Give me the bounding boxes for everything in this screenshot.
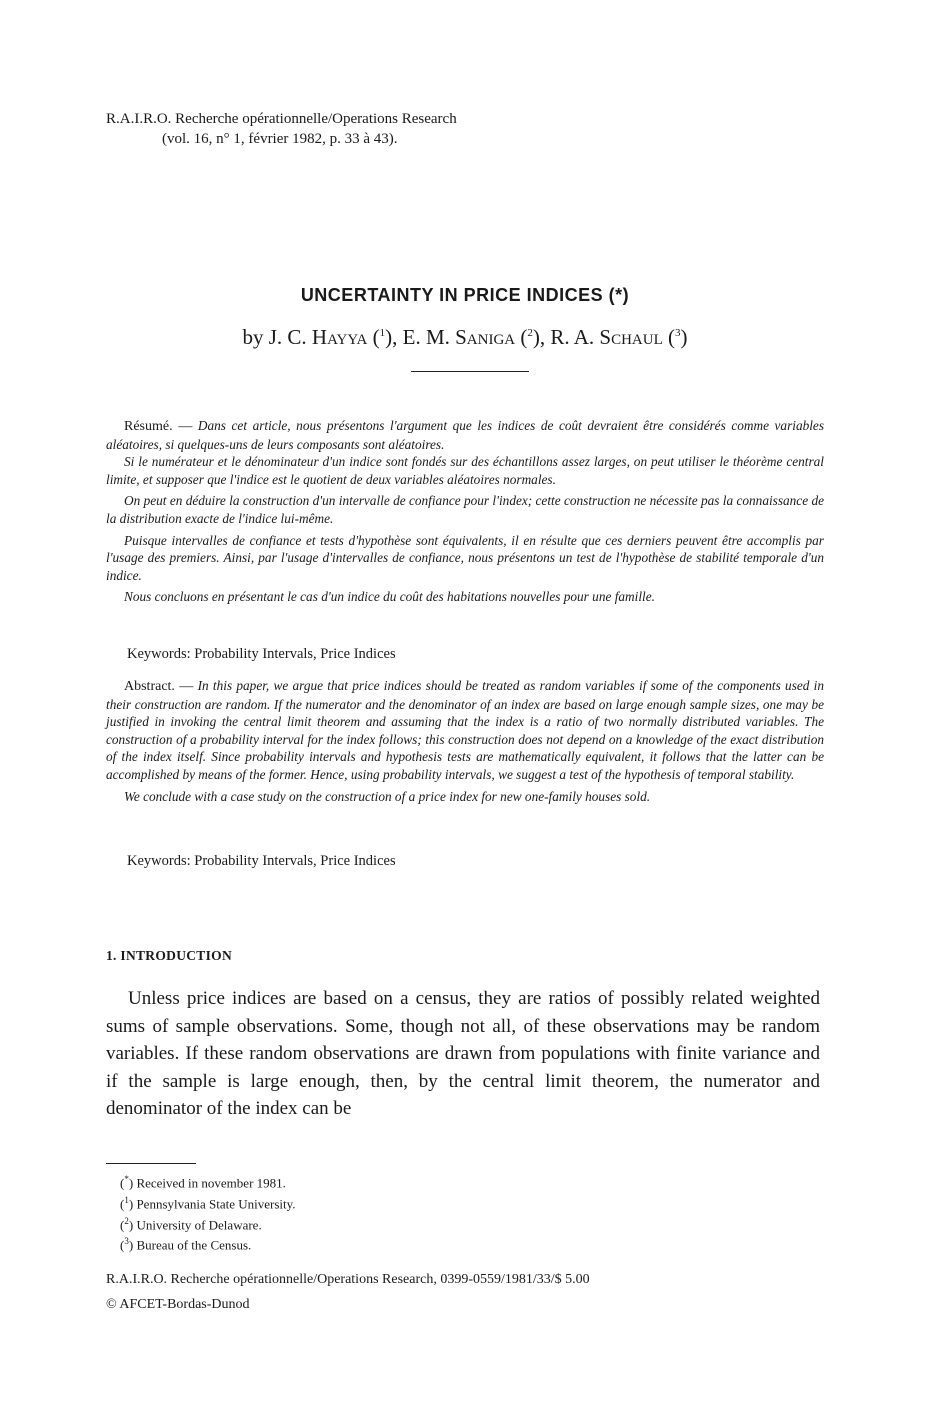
resume-paragraph-3: On peut en déduire la construction d'un intervalle de confiance pour l'index; cette construction ne nécessite pas la connaissance de la distribution exacte de l'indice lui-même. (106, 493, 824, 526)
author-3: R. A. Schaul ($^3$) (550, 325, 688, 349)
footnote-item: ($^2$) University of Delaware. (120, 1215, 262, 1232)
resume-paragraph-2: Si le numérateur et le dénominateur d'un indice sont fondés sur des échantillons assez larges, on peut utiliser le théorème central limite, et supposer que l'indice est le quotient de deux variables aléatoires normales. (106, 454, 824, 487)
resume-paragraph-5: Nous concluons en présentant le cas d'un indice du coût des habitations nouvelles pour une famille. (124, 589, 655, 605)
author-2: E. M. Saniga ($^2$), (402, 325, 546, 349)
footnote-divider (106, 1163, 196, 1164)
abstract-label: Abstract. — (124, 679, 194, 694)
footnote-item: (*) Received in november 1981. (120, 1174, 286, 1191)
author-line (0, 325, 930, 350)
section-heading: 1. INTRODUCTION (106, 948, 233, 963)
paper-title: UNCERTAINTY IN PRICE INDICES (*) (300, 285, 630, 305)
author-by: by (242, 325, 264, 349)
introduction-text (106, 985, 820, 1123)
title-divider (411, 371, 529, 372)
footnote-item: ($^3$) Bureau of the Census. (120, 1236, 252, 1253)
footer-journal: R.A.I.R.O. Recherche opérationnelle/Operations Research, 0399-0559/1981/33/$ 5.00 (106, 1272, 590, 1287)
abstract-paragraph-2: We conclude with a case study on the construction of a price index for new one-family houses sold. (124, 788, 651, 804)
resume-label: Résumé. — (124, 419, 193, 434)
abstract-keywords: Keywords: Probability Intervals, Price Indices (127, 853, 396, 869)
resume-paragraph-1: Résumé. — Dans cet article, nous présentons l'argument que les indices de coût devraient être considérés comme variables aléatoires, si quelques-uns de leurs composants sont aléatoires. (106, 418, 825, 452)
resume-paragraph-4: Puisque intervalles de confiance et tests d'hypothèse sont équivalents, il en résulte que ces derniers peuvent être accomplis par l'usage des premiers. Ainsi, par l'usage d'intervalles de confiance, nous présentons un test de l'hypothèse de stabilité temporale d'un indice. (106, 532, 824, 583)
footnotes (120, 1171, 296, 1254)
introduction-paragraph: Unless price indices are based on a census, they are ratios of possibly related weighted sums of sample observations. Some, though not all, of these observations may be random variables. If these random observations are drawn from populations with finite variance and if the sample is large enough, then, by the central limit theorem, the numerator and denominator of the index can be (106, 988, 820, 1119)
footer-copyright: © AFCET-Bordas-Dunod (106, 1297, 250, 1312)
resume-keywords: Keywords: Probability Intervals, Price Indices (127, 646, 396, 662)
journal-header (106, 109, 457, 149)
journal-header-line2: (vol. 16, n° 1, février 1982, p. 33 à 43). (162, 131, 398, 147)
abstract-block (106, 677, 824, 805)
abstract-paragraph-1: Abstract. — In this paper, we argue that price indices should be treated as random variables if some of the components used in their construction are random. If the numerator and the denominator of an index are based on large enough sample sizes, one may be justified in invoking the central limit theorem and assuming that the index is a ratio of two normally distributed variables. The construction of a probability interval for the index follows; this construction does not depend on a knowledge of the exact distribution of the index itself. Since probability intervals and hypothesis tests are mathematically equivalent, it follows that the latter can be accomplished by means of the former. Hence, using probability intervals, we suggest a test of the hypothesis of temporal stability. (106, 678, 825, 782)
journal-header-line1: R.A.I.R.O. Recherche opérationnelle/Operations Research (106, 111, 457, 127)
author-1: J. C. Hayya ($^1$), (268, 325, 398, 349)
footnote-item: ($^1$) Pennsylvania State University. (120, 1194, 296, 1212)
resume-block (106, 417, 824, 606)
